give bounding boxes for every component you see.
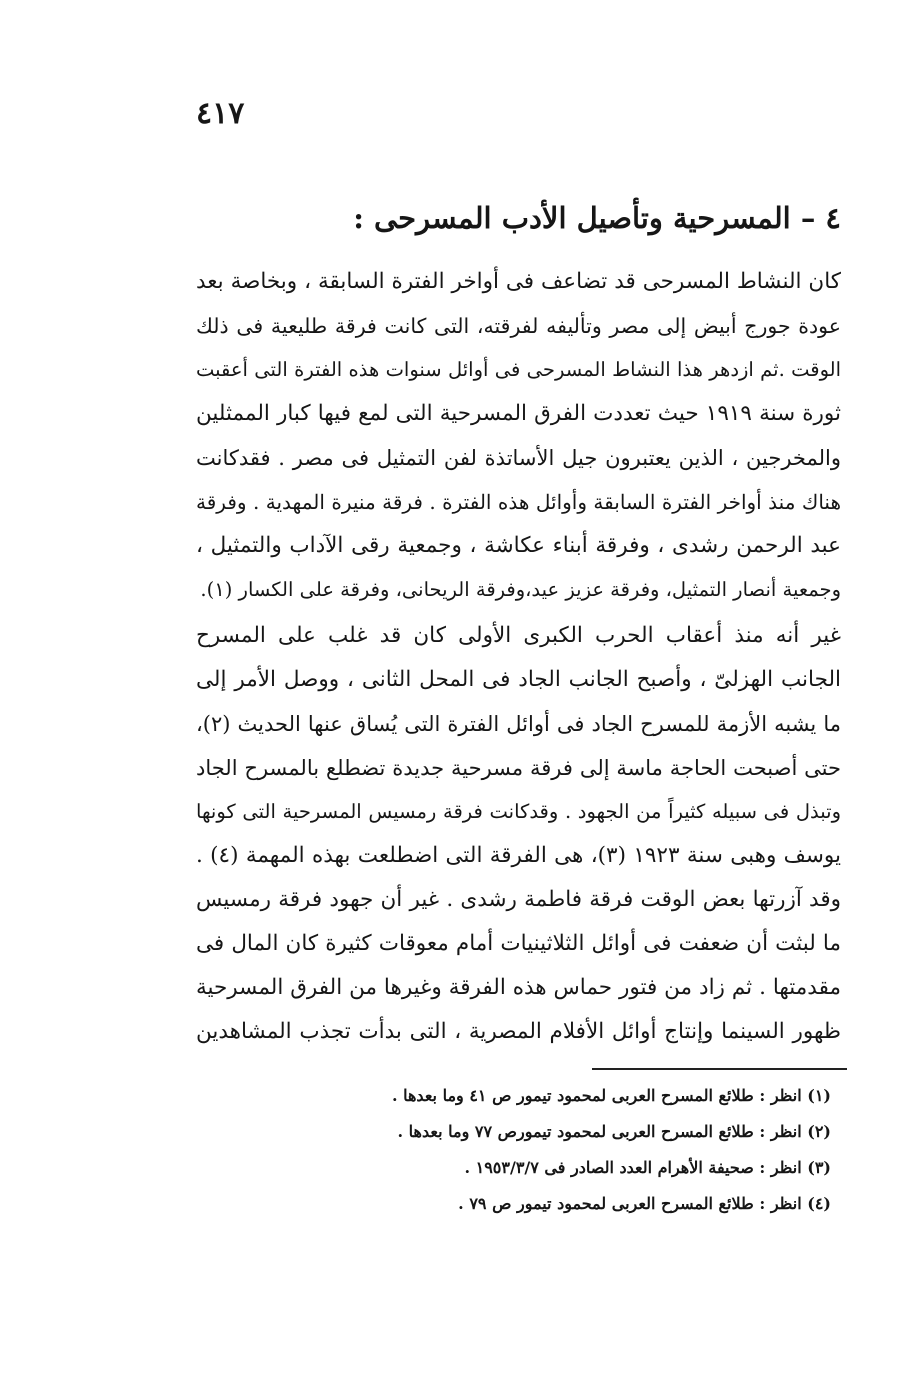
paragraph-1 (196, 260, 841, 612)
paragraph-line: ما يشبه الأزمة للمسرح الجاد فى أوائل الفترة التى يُساق عنها الحديث (٢)، (196, 712, 841, 736)
page-number: ٤١٧ (196, 96, 245, 131)
paragraph-line: غير أنه منذ أعقاب الحرب الكبرى الأولى كان قد غلب على المسرح (196, 623, 841, 648)
paragraph-line: وقد آزرتها بعض الوقت فرقة فاطمة رشدى . غير أن جهود فرقة رمسيس (196, 887, 841, 912)
paragraph-line: يوسف وهبى سنة ١٩٢٣ (٣)، هى الفرقة التى اضطلعت بهذه المهمة (٤) . (196, 843, 842, 868)
footnote-1: (١) انظر : طلائع المسرح العربى لمحمود تيمور ص ٤١ وما بعدها . (391, 1086, 831, 1105)
paragraph-2 (196, 614, 841, 1054)
section-heading: ٤ – المسرحية وتأصيل الأدب المسرحى : (353, 201, 841, 235)
paragraph-line: ظهور السينما وإنتاج أوائل الأفلام المصرية ، التى بدأت تجذب المشاهدين (196, 1019, 841, 1044)
paragraph-line: وتبذل فى سبيله كثيراً من الجهود . وقدكانت فرقة رمسيس المسرحية التى كونها (196, 800, 841, 823)
paragraph-line: هناك منذ أواخر الفترة السابقة وأوائل هذه الفترة . فرقة منيرة المهدية . وفرقة (196, 490, 841, 514)
footnote-4: (٤) انظر : طلائع المسرح العربى لمحمود تيمور ص ٧٩ . (458, 1194, 831, 1213)
footnotes (231, 1078, 831, 1222)
paragraph-line: عبد الرحمن رشدى ، وفرقة أبناء عكاشة ، وجمعية رقى الآداب والتمثيل ، (196, 533, 841, 558)
paragraph-line: والمخرجين ، الذين يعتبرون جيل الأساتذة لفن التمثيل فى مصر . فقدكانت (196, 446, 841, 470)
paragraph-line: الجانب الهزلىّ ، وأصبح الجانب الجاد فى المحل الثانى ، ووصل الأمر إلى (196, 667, 841, 692)
paragraph-line: حتى أصبحت الحاجة ماسة إلى فرقة مسرحية جديدة تضطلع بالمسرح الجاد (196, 756, 841, 780)
paragraph-line: كان النشاط المسرحى قد تضاعف فى أواخر الفترة السابقة ، وبخاصة بعد (196, 269, 841, 294)
footnote-2: (٢) انظر : طلائع المسرح العربى لمحمود تيمورص ٧٧ وما بعدها . (397, 1122, 831, 1141)
footnote-3: (٣) انظر : صحيفة الأهرام العدد الصادر فى ١٩٥٣/٣/٧ . (464, 1158, 831, 1177)
footnote-divider (592, 1068, 847, 1070)
paragraph-line: الوقت .ثم ازدهر هذا النشاط المسرحى فى أوائل سنوات هذه الفترة التى أعقبت (196, 358, 841, 381)
paragraph-line: ثورة سنة ١٩١٩ حيث تعددت الفرق المسرحية التى لمع فيها كبار الممثلين (196, 401, 841, 426)
paragraph-line: مقدمتها . ثم زاد من فتور حماس هذه الفرقة وغيرها من الفرق المسرحية (196, 975, 841, 1000)
paragraph-line: عودة جورج أبيض إلى مصر وتأليفه لفرقته، التى كانت فرقة طليعية فى ذلك (196, 314, 841, 338)
paragraph-line: ما لبثت أن ضعفت فى أوائل الثلاثينيات أمام معوقات كثيرة كان المال فى (196, 931, 841, 956)
paragraph-line: وجمعية أنصار التمثيل، وفرقة عزيز عيد،وفرقة الريحانى، وفرقة على الكسار (١). (200, 578, 841, 601)
